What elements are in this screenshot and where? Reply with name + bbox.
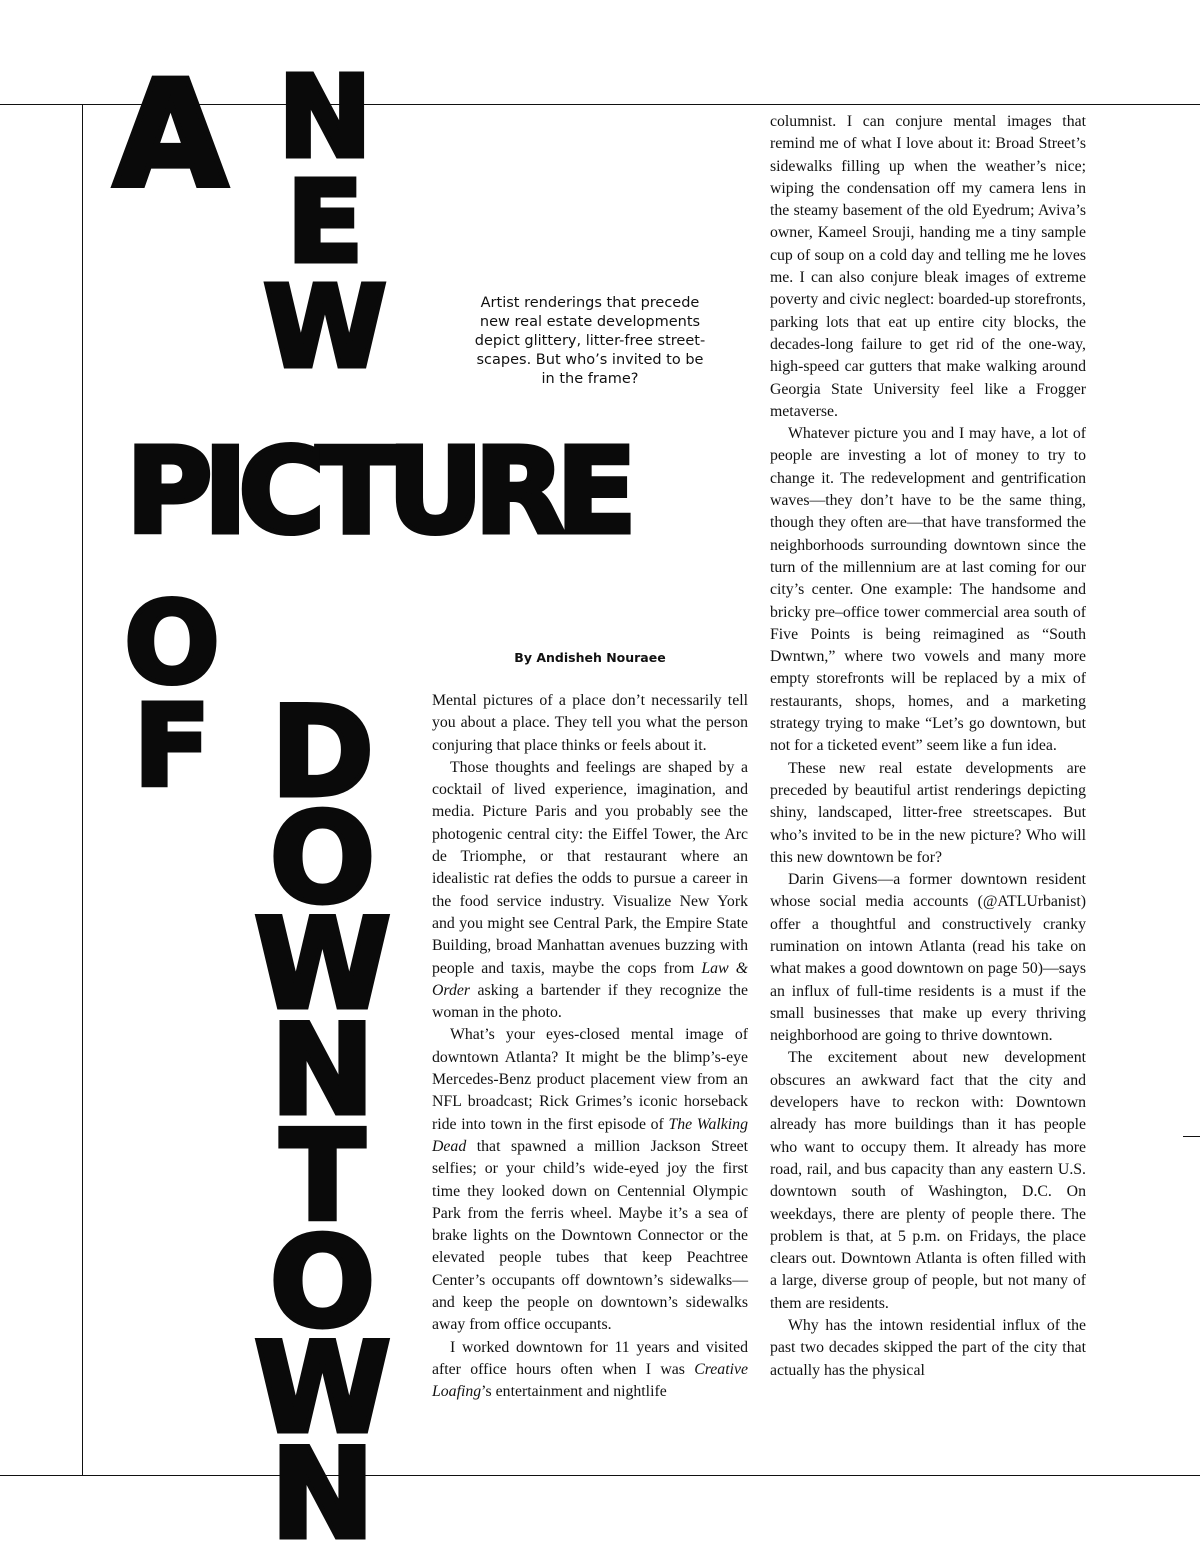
paragraph: The excitement about new development obscures an awkward fact that the city and developers have to reckon with: Downtown already has more buildings than it has people who want to occupy them. It already has more road, rail, and bus capacity than any eastern U.S. downtown south of Washington, D.C. On weekdays, there are plenty of people there. The problem is that, at 5 p.m. on Fridays, the place clears out. Downtown Atlanta is often filled with a large, diverse group of people, but not many of them are residents. (770, 1049, 1086, 1312)
right-edge-tick (1183, 1136, 1200, 1137)
headline-letter: O (124, 579, 220, 709)
article-deck: Artist renderings that precede new real estate developments depict glittery, litter-free streetscapes. But who’s invited to be in the frame? (474, 295, 706, 387)
headline-letter: W (263, 263, 387, 393)
paragraph (432, 1337, 748, 1404)
paragraph: Why has the intown residential influx of the past two decades skipped the part of the city that actually has the physical (770, 1317, 1086, 1379)
italic-title: Creative Loafing (432, 1360, 748, 1401)
body-column-1 (432, 690, 748, 1404)
headline-letter: T (280, 1105, 365, 1249)
paragraph-text: ’s entertainment and nightlife (481, 1383, 667, 1401)
italic-title: Law & Order (432, 959, 748, 999)
headline-word-new (263, 53, 387, 393)
headline-word-of (124, 579, 220, 812)
paragraph: Darin Givens—a former downtown resident whose social media accounts (@ATLUrbanist) offer a thoughtful and constructively cranky rumination on intown Atlanta (read his take on what makes a good downtown on page 50)—says an influx of full-time residents is a must if the small businesses that make up every thriving neighborhood are going to thrive downtown. (770, 871, 1086, 1045)
bottom-rule (0, 1475, 1200, 1476)
headline-word-a: A (114, 50, 223, 220)
headline-letter: E (286, 158, 364, 288)
paragraph (432, 1024, 748, 1336)
headline-letter: N (278, 53, 372, 183)
paragraph: Mental pictures of a place don’t necessarily tell you about a place. They tell you what the person conjuring that place thinks or feels about it. (432, 692, 748, 754)
headline-letter: O (269, 787, 376, 931)
paragraph: Whatever picture you and I may have, a lot of people are investing a lot of money to try to change it. The redevelopment and gentrification waves—they don’t have to be the same thing, though they often are—that have transformed the neighborhoods surrounding downtown since the turn of the millennium are at last coming for our city’s center. One example: The handsome and bricky pre–office tower commercial area south of Five Points is being reimagined as “South Dwntwn,” where two vowels and many more empty storefronts will be replaced by a mix of restaurants, shops, homes, and a marketing strategy trying to make “Let’s go downtown, but not for a ticketed event” seem like a fun idea. (770, 425, 1086, 755)
paragraph-text: asking a bartender if they recognize the woman in the photo. (432, 981, 748, 1022)
headline-letter: N (270, 999, 375, 1143)
paragraph-text: I worked downtown for 11 years and visited after office hours often when I was (432, 1338, 748, 1378)
paragraph: columnist. I can conjure mental images that remind me of what I love about it: Broad Street’s sidewalks filling up when the weather’s nice; wiping the condensation off my camera lens in the steamy basement of the old Eyedrum; Aviva’s owner, Kameel Srouji, handing me a tiny sample cup of soup on a cold day and telling me he loves me. I can also conjure bleak images of extreme poverty and civic neglect: boarded-up storefronts, parking lots that eat up entire city blocks, the decades-long failure to get rid of the one-way, high-speed car gutters that make walking around Georgia State University feel like a Frogger metaverse. (770, 113, 1086, 420)
paragraph (432, 757, 748, 1025)
headline-letter: F (133, 682, 211, 812)
headline-letter: O (269, 1211, 376, 1355)
headline-letter: N (270, 1423, 375, 1567)
italic-title: The Walking Dead (432, 1115, 748, 1155)
paragraph-text: that spawned a million Jackson Street selfies; or your child’s wide-eyed joy the first time they looked down on Centennial Olympic Park from the ferris wheel. Maybe it’s a sea of brake lights on the Downtown Connector or the elevated people tubes that keep Peachtree Center’s occupants off downtown’s sidewalks—and keep the people on downtown’s sidewalks away from office occupants. (432, 1137, 748, 1334)
paragraph-text: What’s your eyes-closed mental image of downtown Atlanta? It might be the blimp’s-eye Mercedes-Benz product placement view from an NFL broadcast; Rick Grimes’s iconic horseback ride into town in the first episode of (432, 1026, 748, 1133)
paragraph-text: Those thoughts and feelings are shaped by a cocktail of lived experience, imagination, and media. Picture Paris and you probably see the photogenic central city: the Eiffel Tower, the Arc de Triomphe, or that restaurant where an idealistic rat defies the odds to pursue a career in the food service industry. Visualize New York and you might see Central Park, the Empire State Building, broad Manhattan avenues buzzing with people and taxis, maybe the cops from (432, 758, 748, 977)
headline-word-downtown (254, 681, 391, 1567)
headline-letter: W (254, 1317, 391, 1461)
headline-letter: W (254, 893, 391, 1037)
body-column-2 (770, 111, 1086, 1382)
paragraph: These new real estate developments are preceded by beautiful artist renderings depicting shiny, landscaped, litter-free streetscapes. But who’s invited to be in the new picture? Who will this new downtown be for? (770, 759, 1086, 866)
headline-word-picture: PICTURE (126, 422, 628, 560)
headline-letter: D (271, 681, 374, 825)
left-rule (82, 104, 83, 1476)
article-byline: By Andisheh Nouraee (514, 650, 666, 665)
